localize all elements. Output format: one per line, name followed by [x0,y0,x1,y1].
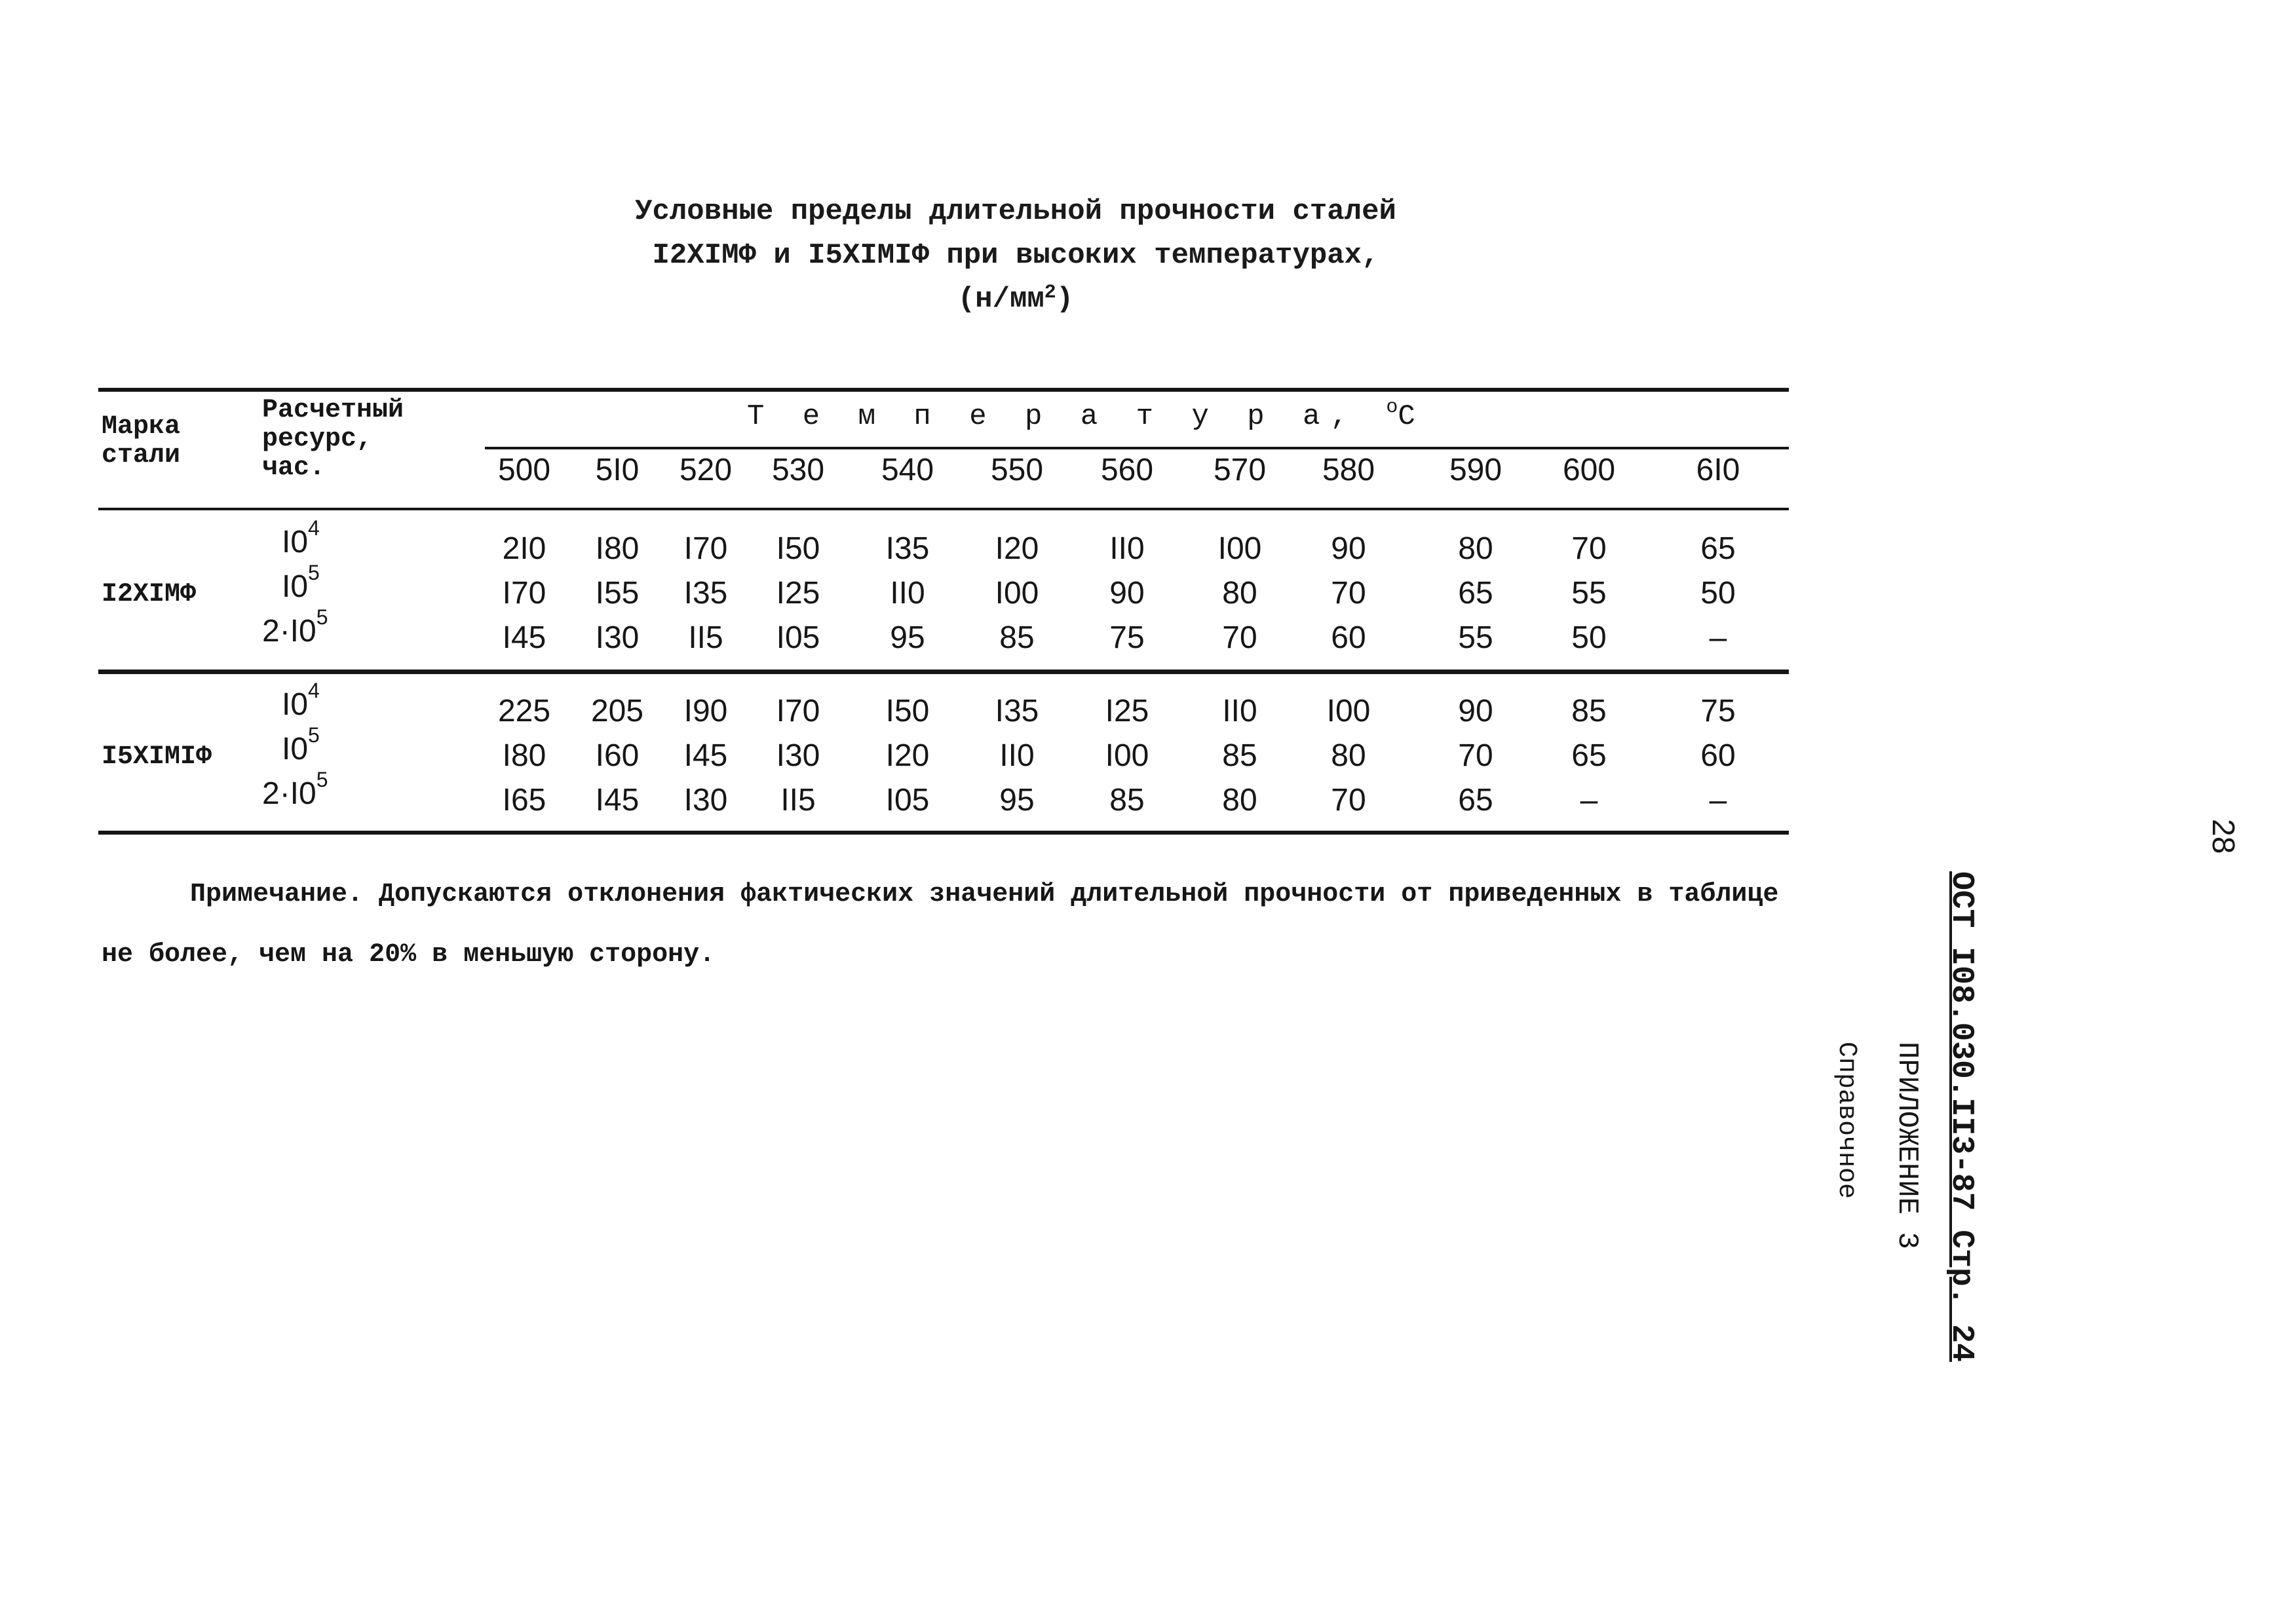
steel-grade-label: I5XIМIФ [102,742,212,772]
header-steel-grade: Марка стали [102,412,181,470]
table-cell: I45 [683,738,728,773]
temperature-column-header: 530 [771,453,825,487]
temperature-column-header: 520 [679,453,733,487]
title-line-1: Условные пределы длительной прочности сталей [635,195,1396,228]
temperature-column-header: 580 [1322,453,1375,487]
table-cell: I90 [683,694,728,728]
table-cell: I00 [995,576,1039,611]
table-title [511,190,1520,322]
table-cell: – [1580,783,1598,818]
table-cell: I70 [776,694,820,728]
table-cell: II0 [999,738,1035,773]
table-cell: I20 [885,738,930,773]
table-cell: I65 [502,783,546,818]
design-life-value: $2\cdot I0^5$ [262,605,328,649]
table-cell: 90 [1331,531,1366,566]
table-cell: I25 [1105,694,1149,728]
title-line-2: I2XIМФ и I5XIМIФ при высоких температурах, [652,239,1379,272]
title-unit: $(н/мм^2)$ [957,282,1074,316]
table-cell: 60 [1331,620,1366,655]
table-cell: 80 [1222,783,1257,818]
table-cell: 70 [1222,620,1257,655]
table-cell: 90 [1458,694,1493,728]
table-cell: I45 [502,620,546,655]
table-cell: 75 [1700,694,1736,728]
design-life-value: $I0^4$ [282,516,320,559]
temperature-column-header: 570 [1213,453,1267,487]
design-life-value: $I0^5$ [282,723,320,766]
group-divider-rule [98,670,1789,674]
table-cell: 80 [1331,738,1366,773]
table-cell: I35 [995,694,1039,728]
table-cell: I30 [776,738,820,773]
table-cell: I80 [595,531,640,566]
table-cell: 90 [1109,576,1145,611]
table-cell: I30 [683,783,728,818]
temperature-column-header: 6I0 [1696,453,1740,487]
table-cell: I50 [885,694,930,728]
table-cell: 70 [1331,576,1366,611]
table-top-rule [98,388,1789,392]
reference-label: Справочное [1831,1042,1861,1199]
design-life-value: $I0^5$ [282,561,320,604]
table-cell: 75 [1109,620,1145,655]
design-life-value: $2\cdot I0^5$ [262,768,328,811]
table-bottom-rule [98,831,1789,835]
table-cell: 80 [1458,531,1493,566]
appendix-label: ПРИЛОЖЕНИЕ 3 [1890,1042,1923,1249]
table-cell: I50 [776,531,820,566]
table-cell: 2I0 [502,531,546,566]
temperature-column-header: 5I0 [595,453,640,487]
table-cell: 65 [1571,738,1607,773]
table-cell: 95 [890,620,925,655]
temperature-column-header: 500 [497,453,551,487]
table-cell: 65 [1700,531,1736,566]
table-cell: I35 [683,576,728,611]
table-cell: I00 [1105,738,1149,773]
table-cell: I30 [595,620,640,655]
table-cell: I45 [595,783,640,818]
header-design-life: Расчетный ресурс, час. [262,396,404,483]
table-cell: 225 [497,694,551,728]
table-cell: I20 [995,531,1039,566]
table-cell: 95 [999,783,1035,818]
temperature-column-header: 560 [1100,453,1154,487]
table-cell: 70 [1458,738,1493,773]
table-cell: I80 [502,738,546,773]
document-code: ОСТ I08.030.II3-87 Стр. 24 [1943,871,1979,1362]
table-cell: I00 [1326,694,1371,728]
header-temperature: Т е м п е р а т у р а, $^о$C [747,396,1426,433]
table-cell: 50 [1700,576,1736,611]
table-cell: I60 [595,738,640,773]
table-cell: 55 [1458,620,1493,655]
header-bottom-rule [98,508,1789,510]
temperature-column-header: 540 [881,453,934,487]
table-cell: – [1709,783,1727,818]
page-number: 28 [2206,819,2240,854]
table-cell: 65 [1458,783,1493,818]
table-cell: 60 [1700,738,1736,773]
table-cell: 65 [1458,576,1493,611]
table-cell: I35 [885,531,930,566]
table-cell: I05 [885,783,930,818]
table-cell: I25 [776,576,820,611]
table-cell: I00 [1217,531,1262,566]
table-cell: I70 [683,531,728,566]
table-cell: II0 [1222,694,1257,728]
design-life-value: $I0^4$ [282,679,320,722]
table-cell: 70 [1571,531,1607,566]
steel-grade-label: I2XIМФ [102,580,197,609]
table-cell: II5 [780,783,816,818]
table-cell: I55 [595,576,640,611]
temperature-header-rule [485,447,1789,449]
table-cell: 85 [1109,783,1145,818]
table-cell: 85 [1222,738,1257,773]
table-cell: 80 [1222,576,1257,611]
table-cell: 70 [1331,783,1366,818]
temperature-column-header: 590 [1449,453,1502,487]
table-cell: II0 [890,576,925,611]
table-cell: II0 [1109,531,1145,566]
table-cell: I70 [502,576,546,611]
table-cell: 50 [1571,620,1607,655]
table-cell: II5 [688,620,723,655]
temperature-column-header: 600 [1562,453,1616,487]
table-cell: 85 [1571,694,1607,728]
table-cell: 55 [1571,576,1607,611]
temperature-column-header: 550 [990,453,1044,487]
table-cell: I05 [776,620,820,655]
table-note: Примечание. Допускаются отклонения фактических значений длительной прочности от приведенных в таблице не более, чем на 20% в меньшую сторону. [102,880,1779,970]
table-cell: 205 [590,694,644,728]
table-cell: 85 [999,620,1035,655]
table-cell: – [1709,620,1727,655]
